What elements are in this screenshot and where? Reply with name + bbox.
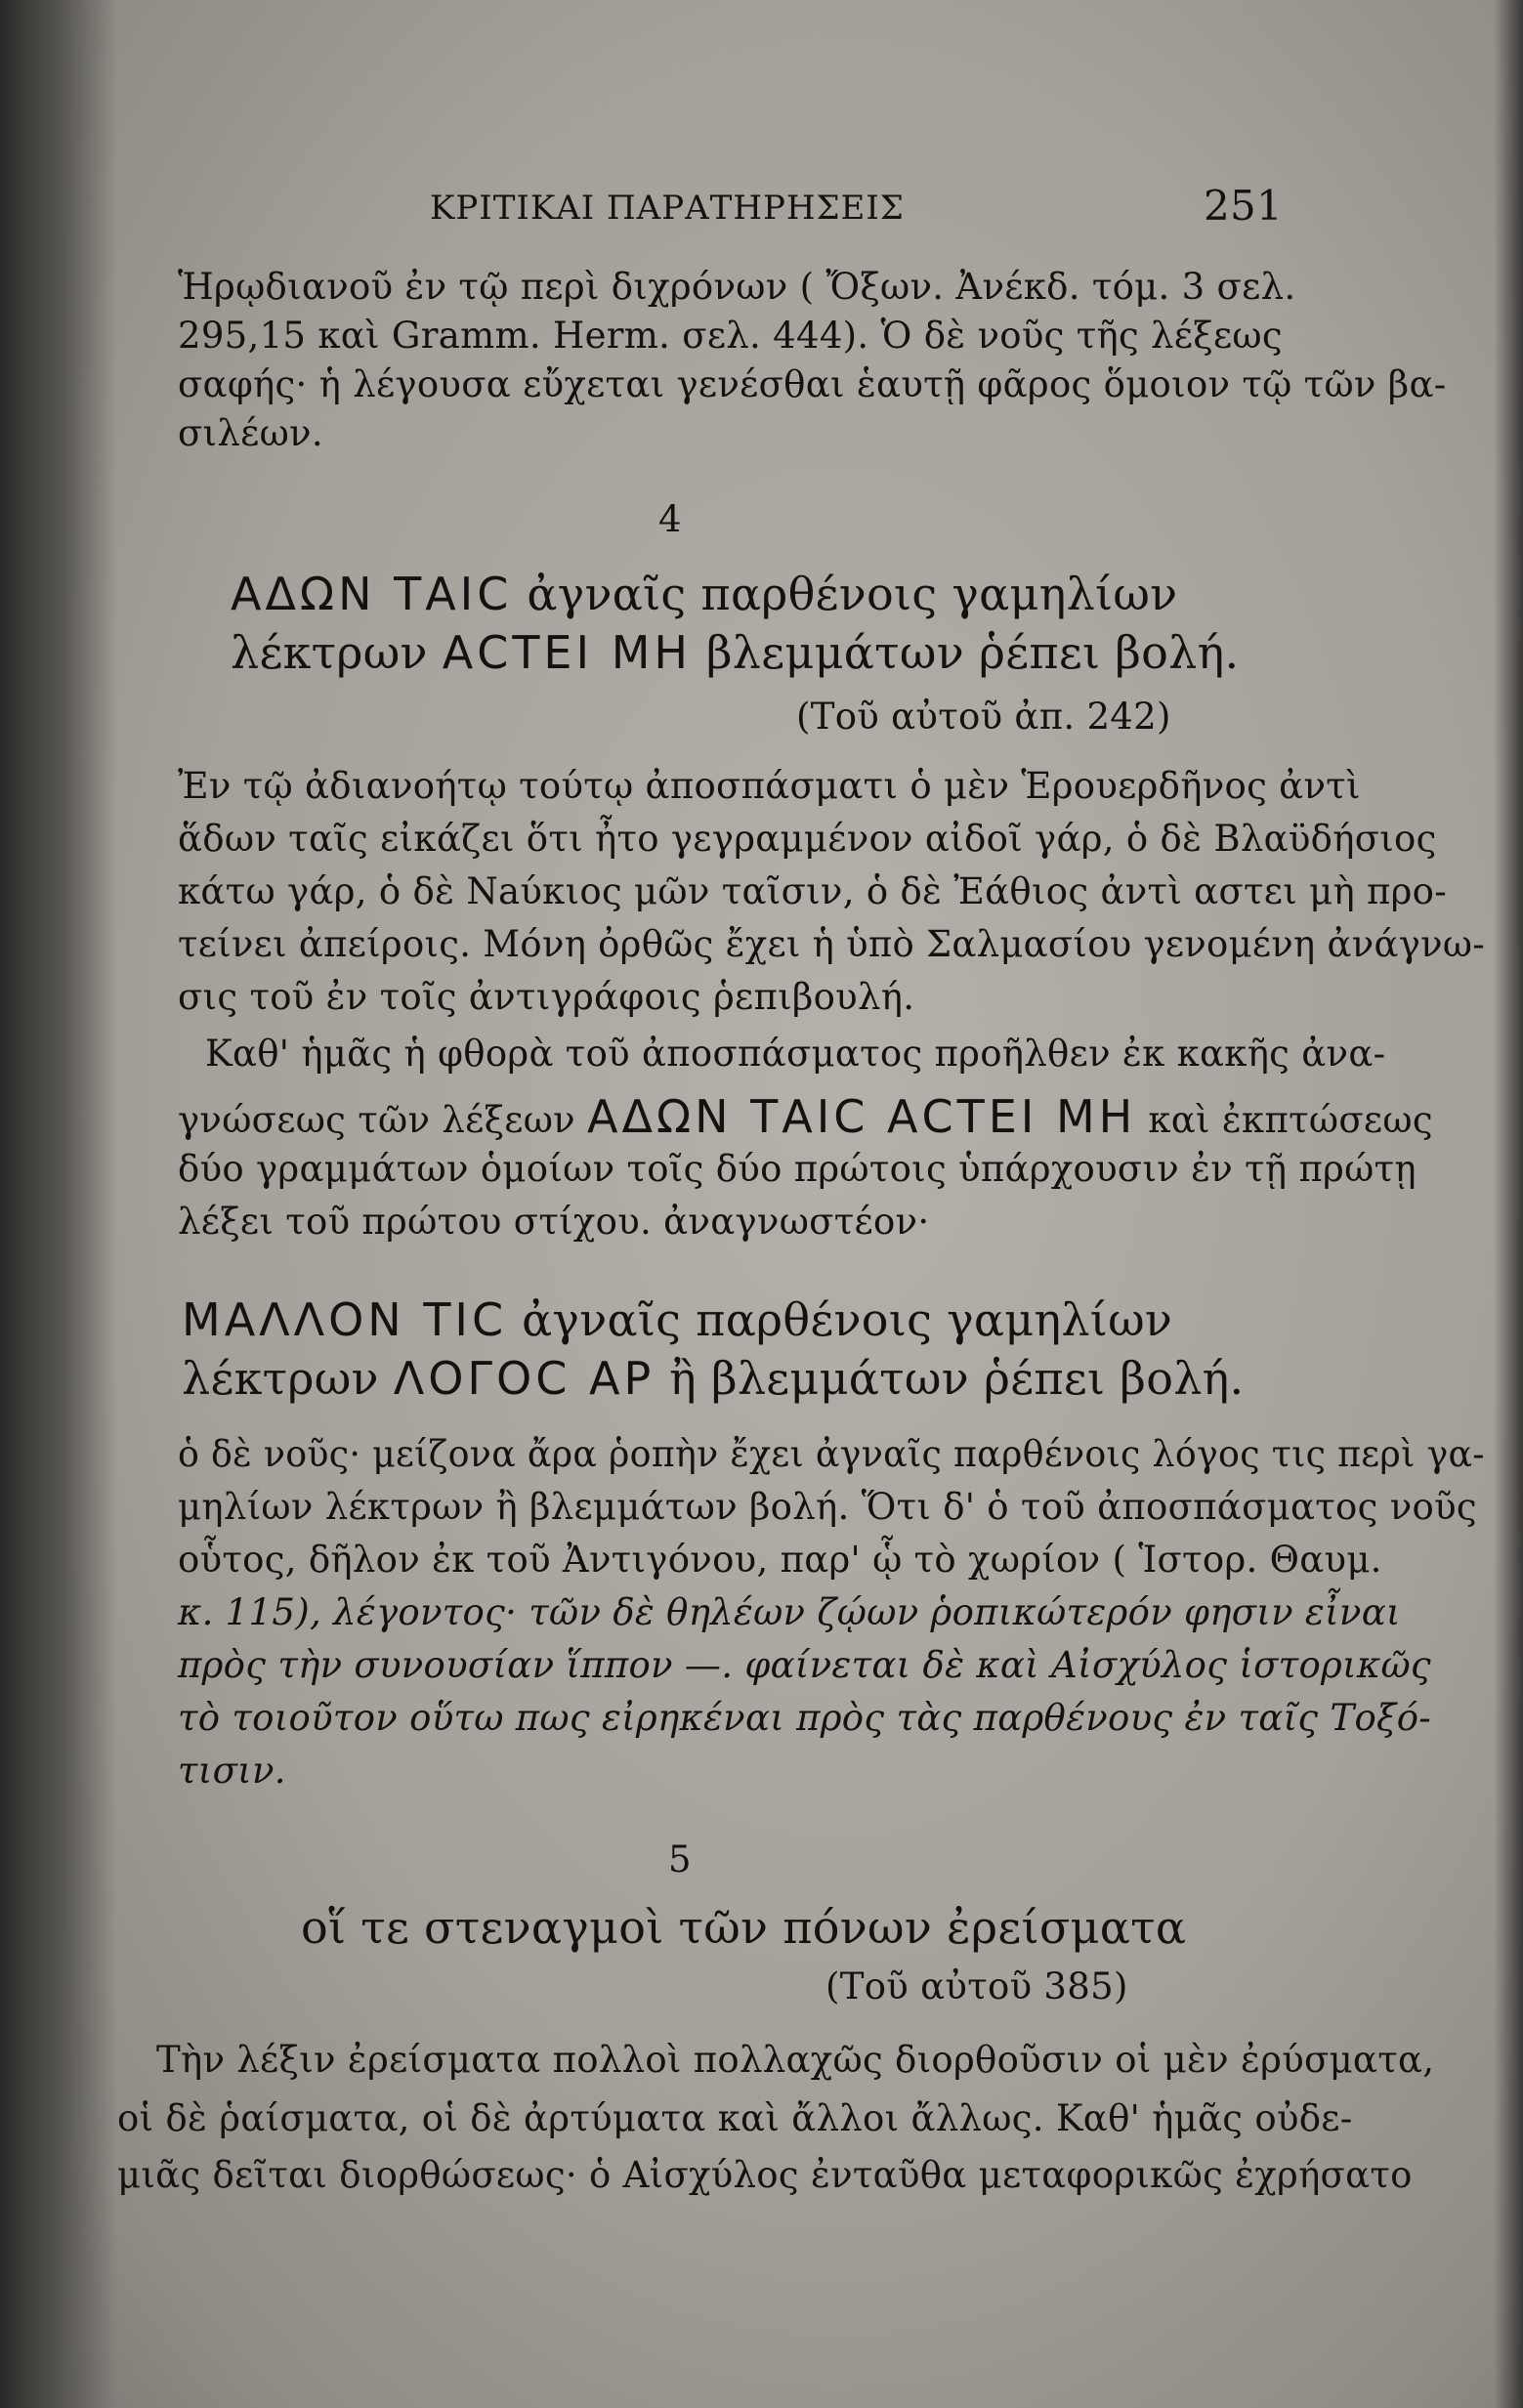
text-line: δύο γραμμάτων ὁμοίων τοῖς δύο πρώτοις ὑπάρχουσιν ἐν τῇ πρώτῃ [178,1148,1417,1190]
caps-span: ΑΔΩΝ ΤΑΙϹ ΑϹΤΕΙ ΜΗ [587,1090,1137,1143]
source-citation: (Τοῦ αὐτοῦ 385) [825,1965,1128,2007]
verse-text: λέκτρων [231,626,428,679]
verse-caps: ΛΟΓΟϹ ΑΡ [393,1352,656,1405]
text-line: κ. 115), λέγοντος· τῶν δὲ θηλέων ζῴων ῥοπικώτερόν φησιν εἶναι [178,1591,1401,1633]
text-line: κάτω γάρ, ὁ δὲ Νaύκιος μῶν ταῖσιν, ὁ δὲ Ἐάθιος ἀντὶ αστει μὴ προ- [178,870,1448,912]
verse-line [182,1293,1173,1346]
text-line: σις τοῦ ἐν τοῖς ἀντιγράφοις ῥεπιβουλή. [178,976,915,1018]
text-line: πρὸς τὴν συνουσίαν ἵππον —. φαίνεται δὲ καὶ Αἰσχύλος ἱστορικῶς [178,1644,1431,1686]
text-line: τὸ τοιοῦτον οὕτω πως εἰρηκέναι πρὸς τὰς παρθένους ἐν ταῖς Τοξό- [178,1697,1432,1739]
text-line: τισιν. [178,1750,286,1792]
source-citation: (Τοῦ αὐτοῦ ἀπ. 242) [796,696,1171,738]
verse-line [182,1352,1245,1405]
text-line: μιᾶς δεῖται διορθώσεως· ὁ Αἰσχύλος ἐνταῦθα μεταφορικῶς ἐχρήσατο [117,2154,1413,2196]
text-line: τείνει ἀπείροις. Μόνη ὀρθῶς ἔχει ἡ ὑπὸ Σαλμασίου γενομένη ἀνάγνω- [178,923,1486,965]
text-span: καὶ ἐκπτώσεως [1148,1099,1433,1141]
text-line: οἱ δὲ ῥαίσματα, οἱ δὲ ἀρτύματα καὶ ἄλλοι ἄλλως. Καθ' ἡμᾶς οὐδε- [117,2097,1353,2139]
text-line: μηλίων λέκτρων ἢ βλεμμάτων βολή. Ὅτι δ' ὁ τοῦ ἀποσπάσματος νοῦς [178,1486,1477,1528]
text-line: σαφής· ἡ λέγουσα εὔχεται γενέσθαι ἑαυτῇ φᾶρος ὅμοιον τῷ τῶν βα- [178,363,1447,405]
verse-caps: ΜΑΛΛΟΝ ΤΙϹ [182,1293,508,1346]
verse-caps: ΑΔΩΝ ΤΑΙϹ [231,568,513,620]
text-line: λέξει τοῦ πρώτου στίχου. ἀναγνωστέον· [178,1201,930,1243]
verse-text: ἢ βλεμμάτων ῥέπει βολή. [669,1352,1245,1405]
text-line [178,1090,1433,1143]
text-line: Ἐν τῷ ἀδιανοήτῳ τούτῳ ἀποσπάσματι ὁ μὲν Ἑρουερδῆνος ἀντὶ [178,765,1361,807]
verse-text: ἀγναῖς παρθένοις γαμηλίων [527,568,1178,620]
verse-line [231,568,1178,620]
text-line: ὁ δὲ νοῦς· μείζονα ἄρα ῥοπὴν ἔχει ἀγναῖς παρθένοις λόγος τις περὶ γα- [178,1433,1485,1475]
text-span: γνώσεως τῶν λέξεων [178,1099,575,1141]
text-line: 295,15 καὶ Gramm. Herm. σελ. 444). Ὁ δὲ νοῦς τῆς λέξεως [178,315,1283,357]
running-title: ΚΡΙΤΙΚΑΙ ΠΑΡΑΤΗΡΗΣΕΙΣ [430,189,905,228]
verse-line: οἵ τε στεναγμοὶ τῶν πόνων ἐρείσματα [301,1901,1187,1954]
text-line: Τὴν λέξιν ἐρείσματα πολλοὶ πολλαχῶς διορθοῦσιν οἱ μὲν ἐρύσματα, [156,2039,1435,2081]
verse-text: ἀγναῖς παρθένοις γαμηλίων [522,1293,1173,1346]
section-number: 5 [668,1838,692,1880]
page-number: 251 [1204,182,1284,230]
verse-text: λέκτρων [182,1352,379,1405]
text-line: οὗτος, δῆλον ἐκ τοῦ Ἀντιγόνου, παρ' ᾧ τὸ χωρίον ( Ἱστορ. Θαυμ. [178,1539,1382,1581]
verse-caps: ΑϹΤΕΙ ΜΗ [442,626,692,679]
text-line: Ἡρῳδιανοῦ ἐν τῷ περὶ διχρόνων ( Ὄξων. Ἀνέκδ. τόμ. 3 σελ. [178,266,1296,308]
text-line: Καθ' ἡμᾶς ἡ φθορὰ τοῦ ἀποσπάσματος προῆλθεν ἐκ κακῆς ἀνα- [205,1033,1386,1075]
verse-text: βλεμμάτων ῥέπει βολή. [705,626,1240,679]
verse-line [231,626,1240,679]
text-line: σιλέων. [178,412,323,454]
text-line: ἅδων ταῖς εἰκάζει ὅτι ἦτο γεγραμμένον αἰδοῖ γάρ, ὁ δὲ Βλαϋδήσιος [178,818,1437,860]
section-number: 4 [658,498,682,540]
